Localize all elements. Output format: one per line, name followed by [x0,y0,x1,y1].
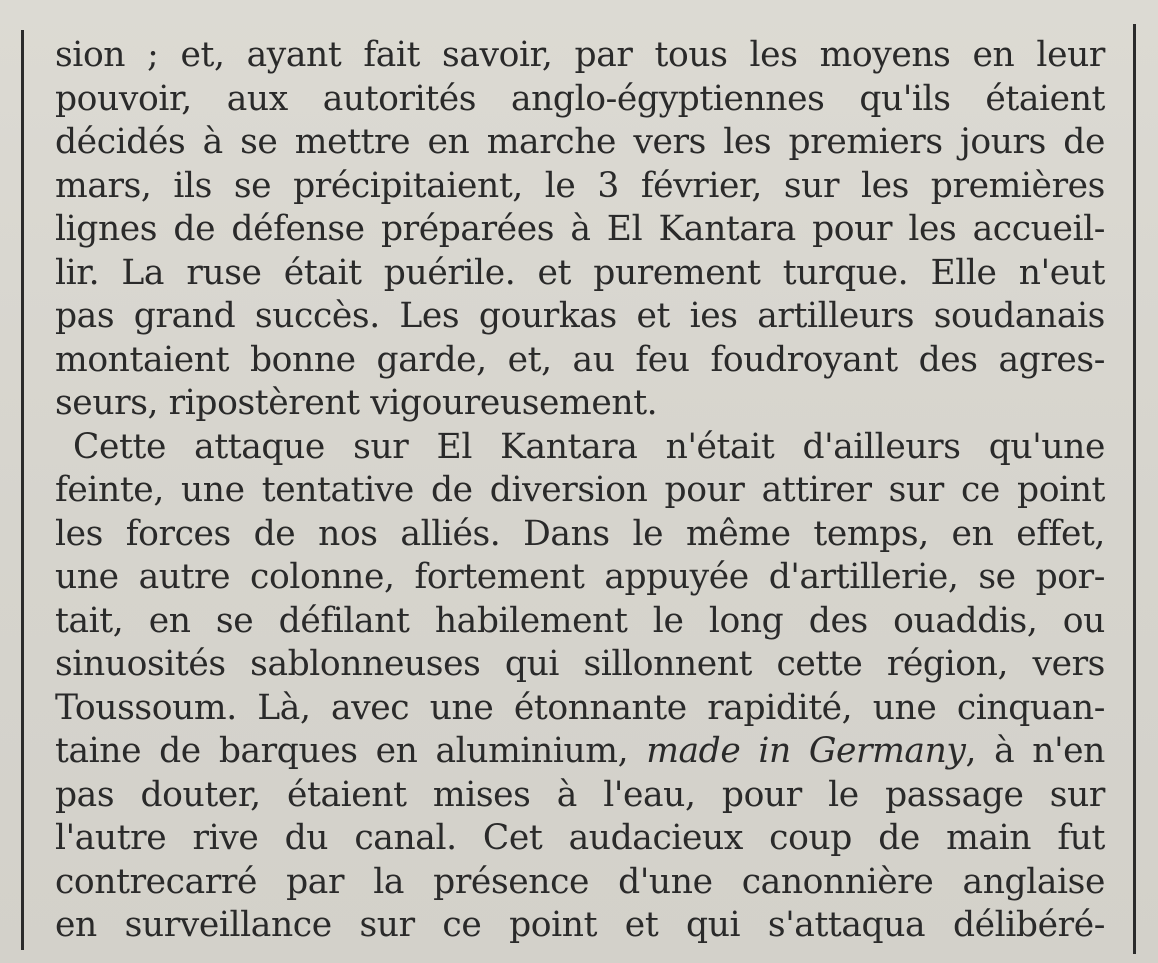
text-line: pas grand succès. Les gourkas et ies artilleurs soudanais [55,296,1105,336]
text-line: décidés à se mettre en marche vers les premiers jours de [55,122,1105,162]
text-line: les forces de nos alliés. Dans le même temps, en effet, [55,513,1105,554]
text-line: lir. La ruse était puérile. et purement turque. Elle n'eut [55,252,1105,293]
text-line: lignes de défense préparées à El Kantara pour les accueil- [55,209,1105,249]
left-margin-rule [21,30,24,950]
text-line: mars, ils se précipitaient, le 3 février, sur les premières [55,165,1105,206]
text-line: contrecarré par la présence d'une canonnière anglaise [55,861,1105,902]
text-line: pouvoir, aux autorités anglo-égyptiennes qu'ils étaient [55,78,1105,119]
text-line: Toussoum. Là, avec une étonnante rapidité, une cinquan- [55,687,1105,728]
text-line: seurs, ripostèrent vigoureusement. [55,383,658,423]
text-line: feinte, une tentative de diversion pour attirer sur ce point [55,470,1105,510]
text-line: tait, en se défilant habilement le long des ouaddis, ou [55,600,1105,641]
text-fragment: , à n'en [965,731,1106,771]
text-line: l'autre rive du canal. Cet audacieux coup de main fut [55,818,1105,858]
text-line: une autre colonne, fortement appuyée d'artillerie, se por- [55,557,1105,597]
text-fragment: taine de barques en aluminium, [55,731,647,771]
text-line: pas douter, étaient mises à l'eau, pour le passage sur [55,774,1105,815]
right-margin-rule [1133,24,1136,954]
italic-phrase: made in Germany [646,731,966,771]
text-line: en surveillance sur ce point et qui s'attaqua délibéré- [55,905,1105,945]
text-line-with-italic [55,730,1105,774]
text-line: sinuosités sablonneuses qui sillonnent cette région, vers [55,644,1105,684]
text-line: sion ; et, ayant fait savoir, par tous les moyens en leur [55,35,1105,75]
paragraph-first-line: Cette attaque sur El Kantara n'était d'ailleurs qu'une [73,426,1105,467]
body-text [55,34,1105,948]
text-line: montaient bonne garde, et, au feu foudroyant des agres- [55,339,1105,380]
